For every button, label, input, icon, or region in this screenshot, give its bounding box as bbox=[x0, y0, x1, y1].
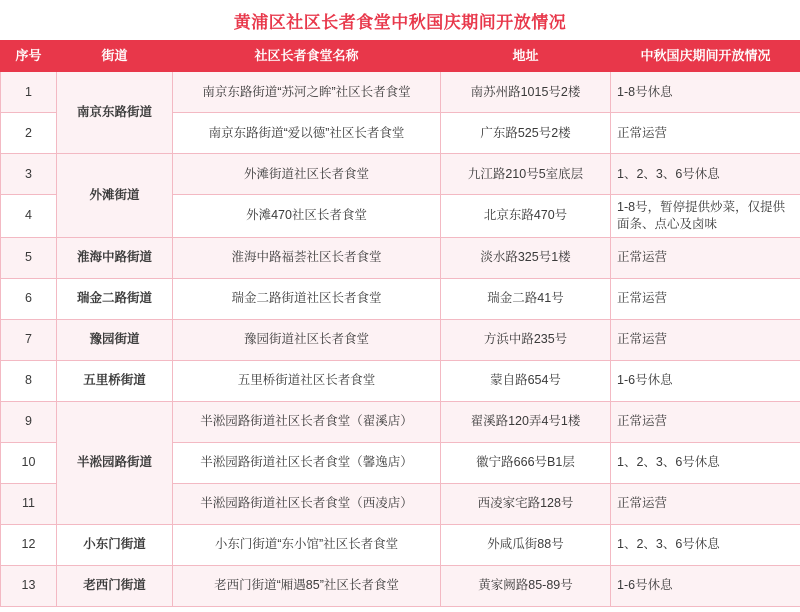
cell-index: 9 bbox=[1, 401, 57, 442]
cell-canteen-name: 南京东路街道“苏河之眸”社区长者食堂 bbox=[173, 72, 441, 113]
cell-opening-status: 正常运营 bbox=[611, 319, 800, 360]
cell-address: 黄家阙路85-89号 bbox=[441, 565, 611, 606]
cell-address: 南苏州路1015号2楼 bbox=[441, 72, 611, 113]
cell-canteen-name: 外滩470社区长者食堂 bbox=[173, 195, 441, 238]
cell-canteen-name: 外滩街道社区长者食堂 bbox=[173, 154, 441, 195]
cell-street: 五里桥街道 bbox=[57, 360, 173, 401]
cell-opening-status: 正常运营 bbox=[611, 401, 800, 442]
column-header-index: 序号 bbox=[1, 41, 57, 72]
column-header-opening: 中秋国庆期间开放情况 bbox=[611, 41, 800, 72]
cell-opening-status: 1、2、3、6号休息 bbox=[611, 524, 800, 565]
cell-opening-status: 正常运营 bbox=[611, 278, 800, 319]
cell-canteen-name: 半淞园路街道社区长者食堂（西凌店） bbox=[173, 483, 441, 524]
cell-canteen-name: 半淞园路街道社区长者食堂（馨逸店） bbox=[173, 442, 441, 483]
cell-opening-status: 1、2、3、6号休息 bbox=[611, 154, 800, 195]
table-header bbox=[1, 41, 800, 72]
cell-street: 外滩街道 bbox=[57, 154, 173, 238]
cell-street: 南京东路街道 bbox=[57, 72, 173, 154]
cell-index: 6 bbox=[1, 278, 57, 319]
cell-opening-status: 1-6号休息 bbox=[611, 565, 800, 606]
cell-street: 豫园街道 bbox=[57, 319, 173, 360]
table-row bbox=[1, 72, 800, 113]
cell-opening-status: 1-6号休息 bbox=[611, 360, 800, 401]
cell-address: 西凌家宅路128号 bbox=[441, 483, 611, 524]
table-row bbox=[1, 565, 800, 606]
cell-canteen-name: 豫园街道社区长者食堂 bbox=[173, 319, 441, 360]
table-row bbox=[1, 524, 800, 565]
cell-index: 8 bbox=[1, 360, 57, 401]
cell-opening-status: 1、2、3、6号休息 bbox=[611, 442, 800, 483]
page-title: 黄浦区社区长者食堂中秋国庆期间开放情况 bbox=[233, 12, 567, 32]
cell-address: 北京东路470号 bbox=[441, 195, 611, 238]
column-header-address: 地址 bbox=[441, 41, 611, 72]
cell-canteen-name: 南京东路街道“爱以德”社区长者食堂 bbox=[173, 113, 441, 154]
cell-index: 11 bbox=[1, 483, 57, 524]
cell-opening-status: 1-8号休息 bbox=[611, 72, 800, 113]
cell-index: 13 bbox=[1, 565, 57, 606]
cell-index: 7 bbox=[1, 319, 57, 360]
table-row bbox=[1, 401, 800, 442]
cell-index: 2 bbox=[1, 113, 57, 154]
cell-street: 半淞园路街道 bbox=[57, 401, 173, 524]
document-header bbox=[0, 0, 800, 40]
table-row bbox=[1, 319, 800, 360]
cell-address: 广东路525号2楼 bbox=[441, 113, 611, 154]
cell-street: 老西门街道 bbox=[57, 565, 173, 606]
cell-address: 九江路210号5室底层 bbox=[441, 154, 611, 195]
cell-index: 4 bbox=[1, 195, 57, 238]
cell-canteen-name: 小东门街道“东小馆”社区长者食堂 bbox=[173, 524, 441, 565]
table-row bbox=[1, 237, 800, 278]
cell-canteen-name: 半淞园路街道社区长者食堂（翟溪店） bbox=[173, 401, 441, 442]
table-body bbox=[1, 72, 800, 607]
cell-canteen-name: 淮海中路福荟社区长者食堂 bbox=[173, 237, 441, 278]
table-row bbox=[1, 154, 800, 195]
table-row bbox=[1, 278, 800, 319]
cell-canteen-name: 老西门街道“厢遇85”社区长者食堂 bbox=[173, 565, 441, 606]
column-header-canteen-name: 社区长者食堂名称 bbox=[173, 41, 441, 72]
cell-street: 淮海中路街道 bbox=[57, 237, 173, 278]
cell-opening-status: 正常运营 bbox=[611, 113, 800, 154]
cell-street: 小东门街道 bbox=[57, 524, 173, 565]
cell-address: 蒙自路654号 bbox=[441, 360, 611, 401]
cell-canteen-name: 五里桥街道社区长者食堂 bbox=[173, 360, 441, 401]
cell-index: 1 bbox=[1, 72, 57, 113]
column-header-street: 街道 bbox=[57, 41, 173, 72]
cell-index: 3 bbox=[1, 154, 57, 195]
cell-address: 瑞金二路41号 bbox=[441, 278, 611, 319]
cell-opening-status: 正常运营 bbox=[611, 483, 800, 524]
cell-opening-status: 1-8号，暂停提供炒菜，仅提供面条、点心及卤味 bbox=[611, 195, 800, 238]
cell-address: 淡水路325号1楼 bbox=[441, 237, 611, 278]
table-header-row bbox=[1, 41, 800, 72]
cell-index: 12 bbox=[1, 524, 57, 565]
cell-opening-status: 正常运营 bbox=[611, 237, 800, 278]
cell-address: 徽宁路666号B1层 bbox=[441, 442, 611, 483]
cell-address: 翟溪路120弄4号1楼 bbox=[441, 401, 611, 442]
cell-address: 外咸瓜街88号 bbox=[441, 524, 611, 565]
cell-street: 瑞金二路街道 bbox=[57, 278, 173, 319]
canteen-schedule-table bbox=[0, 40, 800, 607]
cell-address: 方浜中路235号 bbox=[441, 319, 611, 360]
cell-index: 10 bbox=[1, 442, 57, 483]
cell-index: 5 bbox=[1, 237, 57, 278]
cell-canteen-name: 瑞金二路街道社区长者食堂 bbox=[173, 278, 441, 319]
table-row bbox=[1, 360, 800, 401]
